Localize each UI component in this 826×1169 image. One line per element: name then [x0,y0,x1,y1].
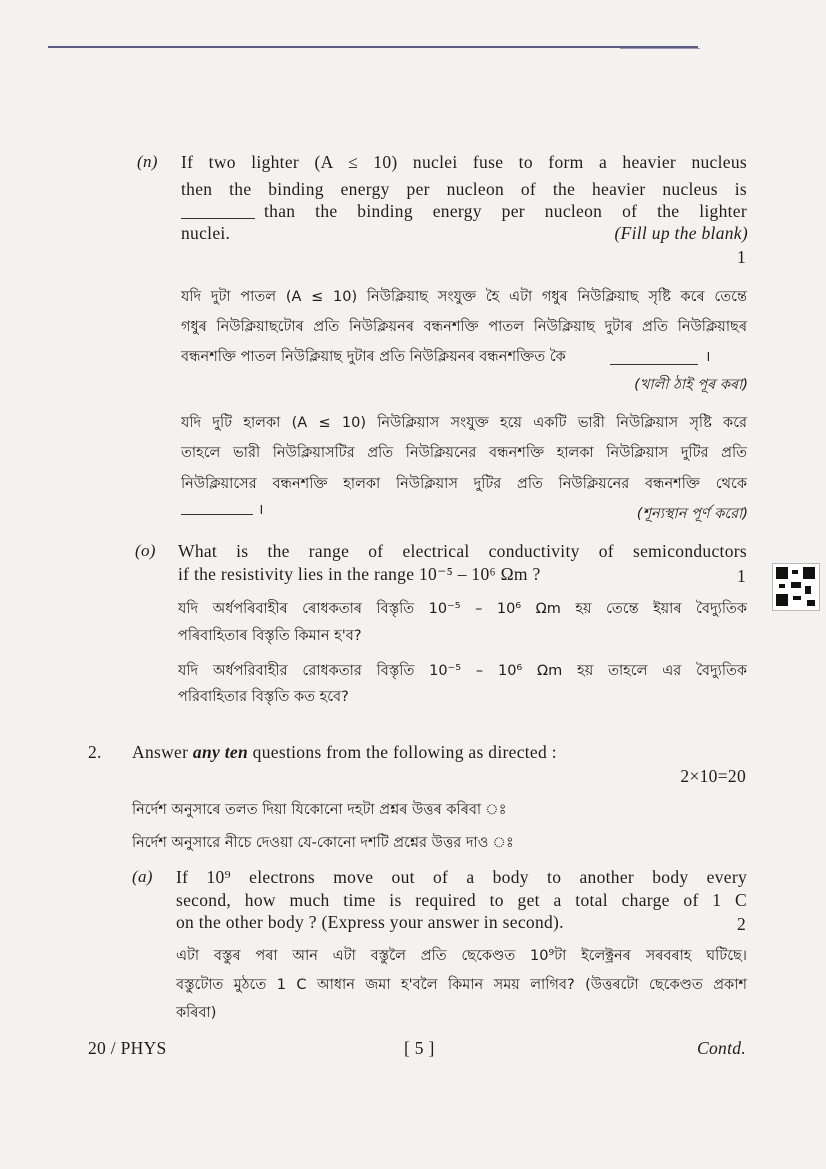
header-rule-faint [620,48,700,49]
header-rule [48,46,698,48]
bengali-text: । [258,502,264,518]
instruction: (Fill up the blank) [614,223,748,243]
fill-blank [181,500,253,515]
question-number: 2. [88,742,102,762]
assamese-text: পৰিবাহিতাৰ বিস্তৃতি কিমান হ'ব? [178,628,362,644]
marks: 1 [736,247,746,267]
assamese-text: নিৰ্দেশ অনুসাৰে তলত দিয়া যিকোনো দহটা প্ৰশ্নৰ উত্তৰ কৰিবা ঃ [132,802,507,818]
marks: 2 [736,914,746,934]
assamese-text: । [705,349,711,365]
instruction: (খালী ঠাই পূৰ কৰা) [634,377,748,393]
question-label: (n) [137,152,158,171]
qr-code-icon [772,563,820,611]
question-text: What is the range of electrical conductivity of semiconductors [178,541,747,561]
question-text: than the binding energy per nucleon of the lighter [264,201,747,221]
question-label: (a) [132,867,153,886]
fill-blank [610,348,698,365]
fill-blank [181,200,255,219]
bengali-text: নির্দেশ অনুসারে নীচে দেওয়া যে-কোনো দশটি প্রশ্নের উত্তর দাও ঃ [132,835,514,851]
assamese-text: যদি অৰ্ধপৰিবাহীৰ ৰোধকতাৰ বিস্তৃতি 10⁻⁵ – 10⁶ Ωm হয় তেন্তে ইয়াৰ বৈদ্যুতিক [178,601,747,617]
assamese-text: কৰিবা) [176,1005,217,1021]
question-label: (o) [135,541,156,560]
assamese-text: এটা বস্তুৰ পৰা আন এটা বস্তুলৈ প্ৰতি ছেকেণ্ডত 10⁹টা ইলেক্ট্ৰনৰ সৰবৰাহ ঘটিছে। [176,948,747,964]
question-text: on the other body ? (Express your answer in second). [176,912,564,932]
marks: 1 [736,566,746,586]
question-instruction: Answer any ten questions from the following as directed : [132,742,557,762]
bengali-text: পরিবাহিতার বিস্তৃতি কত হবে? [178,689,349,705]
page-number: [ 5 ] [404,1038,435,1058]
assamese-text: বন্ধনশক্তি পাতল নিউক্লিয়াছ দুটাৰ প্ৰতি নিউক্লিয়নৰ বন্ধনশক্তিত কৈ [181,349,566,365]
assamese-text: যদি দুটা পাতল (A ≤ 10) নিউক্লিয়াছ সংযুক্ত হৈ এটা গধুৰ নিউক্লিয়াছ সৃষ্টি কৰে তেন্তে [181,289,747,305]
question-text: nuclei. [181,223,231,243]
bengali-text: তাহলে ভারী নিউক্লিয়াসটির প্রতি নিউক্লিয়নের বন্ধনশক্তি হালকা নিউক্লিয়াস দুটির প্রতি [181,445,747,461]
bengali-text: যদি দুটি হালকা (A ≤ 10) নিউক্লিয়াস সংযুক্ত হয়ে একটি ভারী নিউক্লিয়াস সৃষ্টি করে [181,415,747,431]
question-text: if the resistivity lies in the range 10⁻⁵ – 10⁶ Ωm ? [178,564,541,584]
assamese-text: বস্তুটোত মুঠতে 1 C আধান জমা হ'বলৈ কিমান সময় লাগিব? (উত্তৰটো ছেকেণ্ডত প্ৰকাশ [176,977,747,993]
question-text: second, how much time is required to get a total charge of 1 C [176,890,747,910]
marks: 2×10=20 [680,766,746,786]
continued-label: Contd. [697,1038,746,1058]
question-text: then the binding energy per nucleon of the heavier nucleus is [181,179,747,199]
assamese-text: গধুৰ নিউক্লিয়াছটোৰ প্ৰতি নিউক্লিয়নৰ বন্ধনশক্তি পাতল নিউক্লিয়াছ দুটাৰ প্ৰতি নিউক্লিয়াছৰ [181,319,747,335]
question-text: If two lighter (A ≤ 10) nuclei fuse to form a heavier nucleus [181,152,747,172]
bengali-text: নিউক্লিয়াসের বন্ধনশক্তি হালকা নিউক্লিয়াস দুটির প্রতি নিউক্লিয়নের বন্ধনশক্তি থেকে [181,476,747,492]
question-text: If 10⁹ electrons move out of a body to another body every [176,867,747,887]
bengali-text: যদি অর্ধপরিবাহীর রোধকতার বিস্তৃতি 10⁻⁵ – 10⁶ Ωm হয় তাহলে এর বৈদ্যুতিক [178,663,747,679]
instruction: (শূন্যস্থান পূর্ণ করো) [636,506,748,522]
paper-code: 20 / PHYS [88,1038,167,1058]
